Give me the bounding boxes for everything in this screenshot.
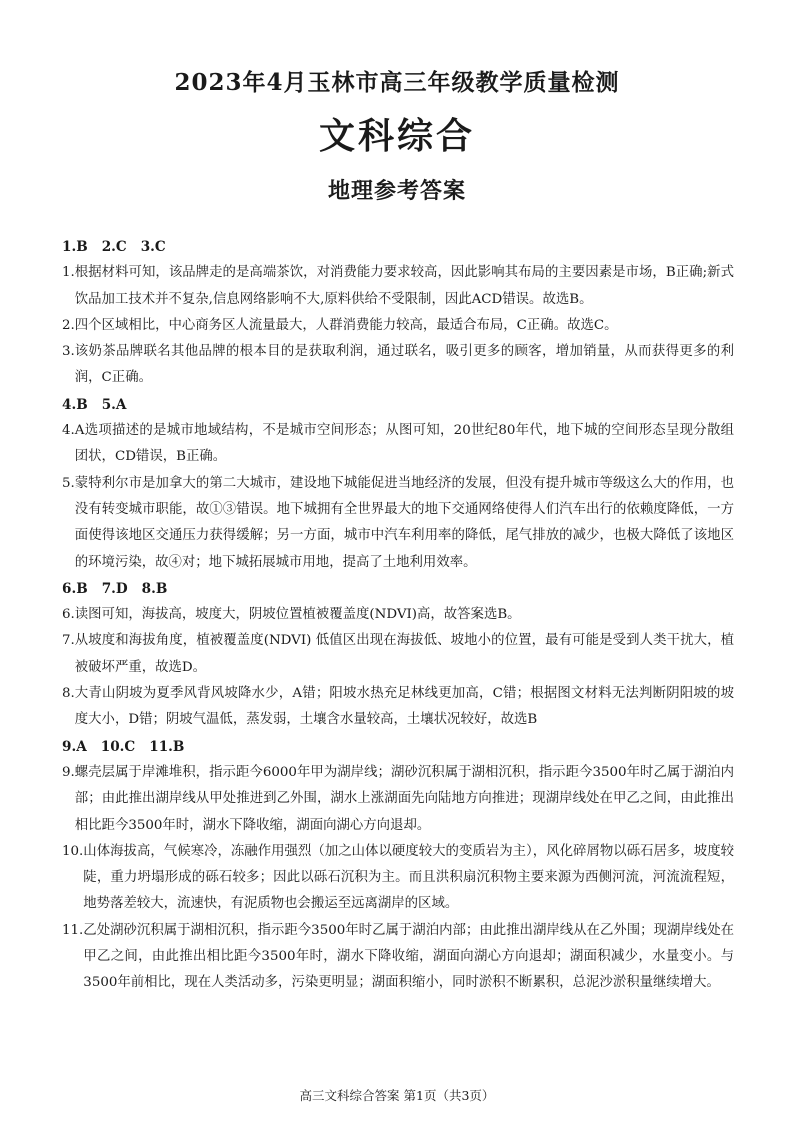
- explanation-item: [62, 918, 734, 997]
- explanation-item: [62, 839, 734, 918]
- explanation-item: [62, 602, 734, 628]
- item-text: 乙处湖砂沉积属于湖相沉积，指示距今3500年时乙属于湖泊内部；由此推出湖岸线从在乙外围；现湖岸线处在甲乙之间，由此推出相比距今3500年时，湖水下降收缩，湖面向湖心方向退却；湖面积减少，水量变小。与3500年前相比，现在人类活动多，污染更明显；湖面积缩小，同时淤积不断累积，总泥沙淤积量继续增大。: [83, 922, 734, 991]
- item-number: 2.: [62, 317, 75, 333]
- item-text: A选项描述的是城市地域结构，不是城市空间形态；从图可知，20世纪80年代，地下城的空间形态呈现分散组团状，CD错误，B正确。: [74, 423, 734, 465]
- answer-key: 1.B: [62, 239, 88, 255]
- item-number: 10.: [62, 843, 84, 859]
- item-number: 1.: [62, 265, 75, 281]
- answer-key-line: [62, 392, 734, 418]
- answer-key: 8.B: [141, 580, 168, 597]
- answer-content: [62, 234, 734, 997]
- item-number: 3.: [62, 344, 75, 360]
- page-footer: 高三文科综合答案 第1页（共3页）: [299, 1088, 495, 1103]
- explanation-item: [62, 260, 734, 313]
- item-text: 根据材料可知，该品牌走的是高端茶饮，对消费能力要求较高，因此影响其布局的主要因素是市场，B正确;新式饮品加工技术并不复杂,信息网络影响不大,原料供给不受限制，因此ACD错误。故选B。: [74, 265, 734, 307]
- item-number: 6.: [62, 607, 75, 623]
- item-text: 读图可知，海拔高，坡度大，阴坡位置植被覆盖度(NDVI)高，故答案选B。: [74, 607, 521, 623]
- item-text: 四个区域相比，中心商务区人流量最大，人群消费能力较高，最适合布局，C正确。故选C。: [74, 317, 618, 333]
- item-text: 螺壳层属于岸滩堆积，指示距今6000年甲为湖岸线；湖砂沉积属于湖相沉积，指示距今3500年时乙属于湖泊内部；由此推出湖岸线从甲处推进到乙外围，湖水上涨湖面先向陆地方向推进；现湖岸线处在甲乙之间，由此推出相比距今3500年时，湖水下降收缩，湖面向湖心方向退却。: [74, 764, 734, 833]
- exam-title: 2023年4月玉林市高三年级教学质量检测: [174, 69, 620, 96]
- answer-key: 6.B: [62, 580, 88, 597]
- answer-key: 10.C: [100, 738, 136, 755]
- answer-key: 3.C: [140, 239, 166, 255]
- section-title: 地理参考答案: [327, 178, 466, 204]
- item-number: 7.: [62, 633, 75, 649]
- answer-key-line: [62, 576, 734, 602]
- subject-title: 文科综合: [318, 115, 475, 157]
- explanation-item: [62, 339, 734, 392]
- item-number: 5.: [62, 475, 75, 491]
- explanation-item: [62, 471, 734, 576]
- answer-key-line: [62, 234, 734, 260]
- explanation-item: [62, 628, 734, 681]
- item-number: 11.: [62, 922, 84, 938]
- explanation-item: [62, 313, 734, 339]
- item-number: 4.: [62, 423, 75, 439]
- answer-key: 9.A: [62, 738, 87, 755]
- item-text: 该奶茶品牌联名其他品牌的根本目的是获取利润，通过联名，吸引更多的顾客，增加销量，从而获得更多的利润，C正确。: [74, 344, 734, 386]
- item-number: 8.: [62, 686, 75, 702]
- item-text: 山体海拔高，气候寒冷，冻融作用强烈（加之山体以硬度较大的变质岩为主），风化碎屑物以砾石居多，坡度较陡，重力坍塌形成的砾石较多；因此以砾石沉积为主。而且洪积扇沉积物主要来源为西侧河流，河流流程短，地势落差较大，流速快，有泥质物也会搬运至远离湖岸的区域。: [83, 843, 734, 912]
- answer-key: 5.A: [101, 396, 127, 413]
- explanation-item: [62, 681, 734, 734]
- item-text: 蒙特利尔市是加拿大的第二大城市，建设地下城能促进当地经济的发展，但没有提升城市等级这么大的作用，也没有转变城市职能，故①③错误。地下城拥有全世界最大的地下交通网络使得人们汽车出行的依赖度降低，一方面使得该地区交通压力获得缓解；另一方面，城市中汽车利用率的降低，尾气排放的减少，也极大降低了该地区的环境污染，故④对；地下城拓展城市用地，提高了土地利用效率。: [74, 475, 734, 570]
- answer-key: 7.D: [101, 580, 128, 597]
- answer-key: 4.B: [62, 396, 88, 413]
- item-number: 9.: [62, 764, 75, 780]
- item-text: 大青山阴坡为夏季风背风坡降水少，A错；阳坡水热充足林线更加高，C错；根据图文材料无法判断阴阳坡的坡度大小，D错；阴坡气温低，蒸发弱，土壤含水量较高，土壤状况较好，故选B: [74, 686, 734, 728]
- answer-key-line: [62, 734, 734, 760]
- answer-key: 11.B: [149, 738, 185, 755]
- answer-key: 2.C: [101, 239, 127, 255]
- explanation-item: [62, 418, 734, 471]
- item-text: 从坡度和海拔角度，植被覆盖度(NDVI) 低值区出现在海拔低、坡地小的位置，最有可能是受到人类干扰大，植被破坏严重，故选D。: [74, 633, 734, 675]
- explanation-item: [62, 760, 734, 839]
